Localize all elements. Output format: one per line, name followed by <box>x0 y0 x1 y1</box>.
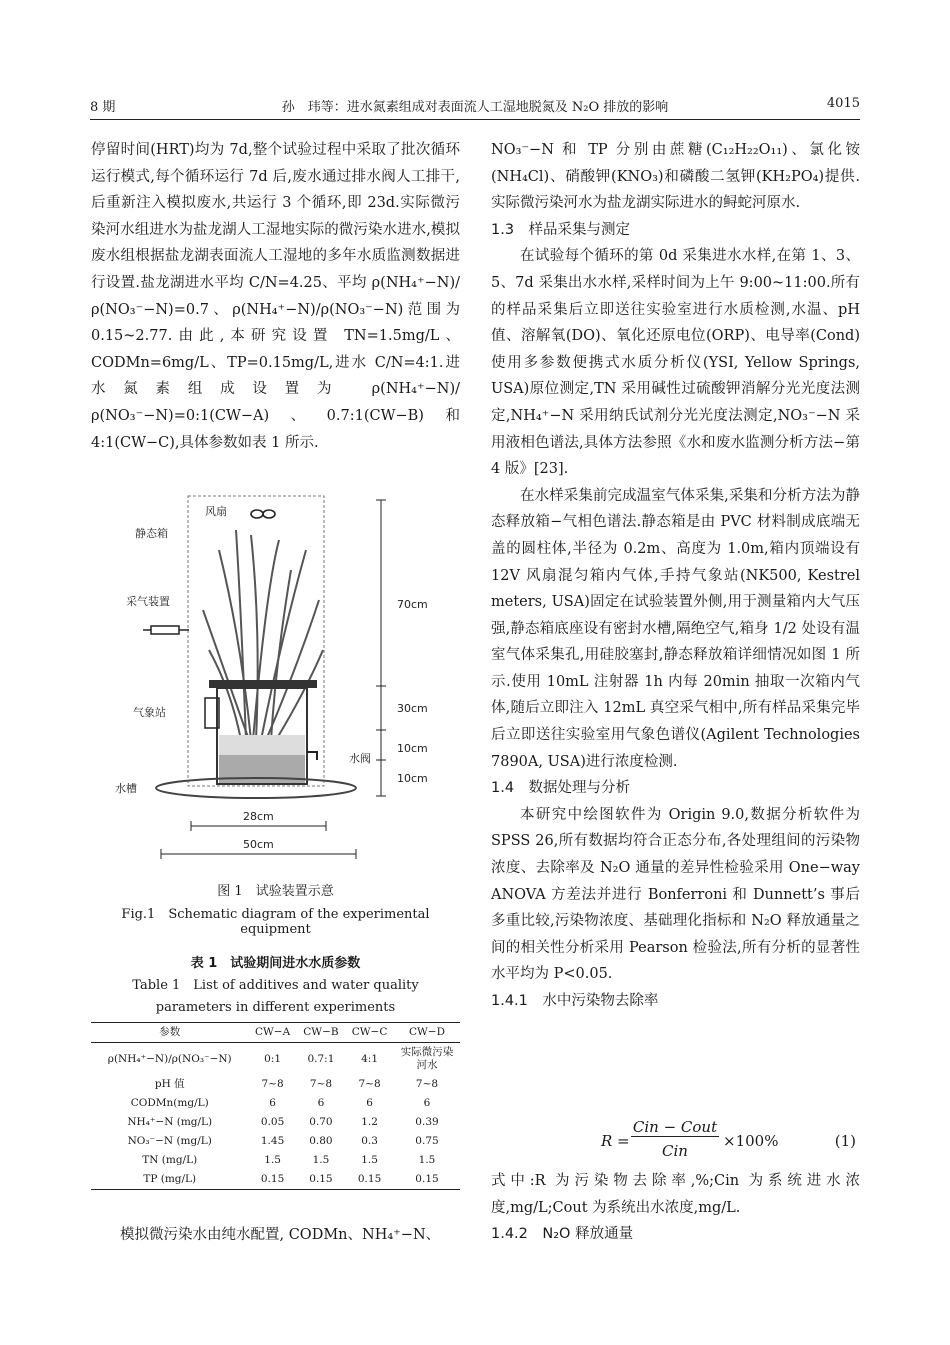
eq-denominator: Cin <box>662 1142 688 1160</box>
figure-caption-en: Fig.1 Schematic diagram of the experimental equipment <box>121 907 430 937</box>
issue-number: 8 期 <box>90 100 116 115</box>
dim-70: 70cm <box>397 598 428 611</box>
dim-10b: 10cm <box>397 772 428 785</box>
header-rule <box>90 119 860 120</box>
table-header: CW−D <box>394 1023 460 1043</box>
right-column-bottom <box>491 1168 860 1248</box>
dim-30: 30cm <box>397 702 428 715</box>
section-heading: 1.3 样品采集与测定 <box>491 221 631 238</box>
experimental-setup-figure <box>91 490 460 870</box>
label-valve: 水阀 <box>349 752 371 765</box>
water-quality-table <box>91 1022 460 1190</box>
eq-lhs: R = <box>601 1132 630 1150</box>
paragraph: 停留时间(HRT)均为 7d,整个试验过程中采取了批次循环运行模式,每个循环运行 7d 后,废水通过排水阀人工排干,后重新注入模拟废水,共运行 3 个循环,即 23d.实际微污染河水组进水为盐龙湖人工湿地实际的微污染水进水,模拟废水组根据盐龙湖表面流人工湿地的多年水质监测数据进行设置.盐龙湖进水平均 C/N=4.25、平均 ρ(NH₄⁺−N)/ρ(NO₃⁻−N)=0.7、ρ(NH₄⁺−N)/ρ(NO₃⁻−N)范围为 0.15~2.77.由此,本研究设置 TN=1.5mg/L、CODMn=6mg/L、TP=0.15mg/L,进水 C/N=4:1.进水氮素组成设置为 ρ(NH₄⁺−N)/ρ(NO₃⁻−N)=0:1(CW−A)、0.7:1(CW−B)和 4:1(CW−C),具体参数如表 1 所示. <box>91 142 460 451</box>
paragraph: 式中:R 为污染物去除率,%;Cin 为系统进水浓度,mg/L;Cout 为系统出水浓度,mg/L. <box>491 1173 860 1216</box>
table-row: TP (mg/L) 0.15 0.15 0.15 0.15 <box>91 1170 460 1190</box>
paragraph: 模拟微污染水由纯水配置, CODMn、NH₄⁺−N、 <box>120 1227 441 1243</box>
dim-50: 50cm <box>243 838 274 851</box>
paragraph: 在试验每个循环的第 0d 采集进水水样,在第 1、3、5、7d 采集出水水样,采样时间为上午 9:00~11:00.所有的样品采集后立即送往实验室进行水质检测,水温、pH 值、溶解氧(DO)、氧化还原电位(ORP)、电导率(Cond)使用多参数便携式水质分析仪(YSI, Yellow Springs, USA)原位测定,TN 采用碱性过硫酸钾消解分光光度法测定,NH₄⁺−N 采用纳氏试剂分光光度法测定,NO₃⁻−N 采用液相色谱法,具体方法参照《水和废水监测分析方法−第 4 版》[23]. <box>491 248 860 478</box>
table-header: CW−C <box>345 1023 394 1043</box>
section-heading: 1.4 数据处理与分析 <box>491 780 631 797</box>
label-box: 静态箱 <box>135 527 168 540</box>
page-number: 4015 <box>826 96 860 111</box>
running-title: 孙 玮等：进水氮素组成对表面流人工湿地脱氮及 N₂O 排放的影响 <box>281 100 669 115</box>
paragraph: 本研究中绘图软件为 Origin 9.0,数据分析软件为 SPSS 26,所有数据均符合正态分布,各处理组间的污染物浓度、去除率及 N₂O 通量的差异性检验采用 One−way ANOVA 方差法并进行 Bonferroni 和 Dunnett’s 事后多重比较,污染物浓度、基础理化指标和 N₂O 释放通量之间的相关性分析采用 Pearson 检验法,所有分析的显著性水平均为 P<0.05. <box>491 806 860 983</box>
table-header: CW−B <box>297 1023 345 1043</box>
syringe-icon <box>143 626 189 634</box>
figure-caption-cn: 图 1 试验装置示意 <box>217 884 334 899</box>
left-column-bottom <box>91 1222 460 1249</box>
left-column-top <box>91 137 460 456</box>
equation-1 <box>491 1118 860 1168</box>
eq-numerator: Cin − Cout <box>632 1118 718 1136</box>
paragraph: NO₃⁻−N 和 TP 分别由蔗糖(C₁₂H₂₂O₁₁)、氯化铵(NH₄Cl)、硝酸钾(KNO₃)和磷酸二氢钾(KH₂PO₄)提供.实际微污染河水为盐龙湖实际进水的鲟蛇河原水. <box>491 142 860 212</box>
water-layer <box>219 735 305 755</box>
table-header: 参数 <box>91 1023 248 1043</box>
dim-10a: 10cm <box>397 742 428 755</box>
label-station: 气象站 <box>133 706 166 719</box>
table-title-cn: 表 1 试验期间进水水质参数 <box>190 956 361 971</box>
right-column <box>491 137 860 1015</box>
eq-number: (1) <box>834 1132 856 1150</box>
table-row: CODMn(mg/L) 6 6 6 6 <box>130 1097 431 1109</box>
fan-icon <box>251 510 275 518</box>
table-row: NH₄⁺−N (mg/L) 0.05 0.70 1.2 0.39 <box>127 1116 439 1128</box>
table-title-en: Table 1 List of additives and water quality parameters in different experiments <box>132 978 419 1015</box>
eq-rhs: ×100% <box>723 1132 779 1150</box>
table-row: pH 值 7~8 7~8 7~8 7~8 <box>154 1078 439 1090</box>
label-tank: 水槽 <box>115 782 137 795</box>
table-row: ρ(NH₄⁺−N)/ρ(NO₃⁻−N) 0:1 0.7:1 4:1 实际微污染河水 <box>107 1046 454 1071</box>
paragraph: 在水样采集前完成温室气体采集,采集和分析方法为静态释放箱−气相色谱法.静态箱是由 PVC 材料制成底端无盖的圆柱体,半径为 0.2m、高度为 1.0m,箱内顶端设有 12V 风扇混匀箱内气体,手持气象站(NK500, Kestrel meters, USA)固定在试验装置外侧,用于测量箱内大气压强,静态箱底座设有密封水槽,隔绝空气,箱身 1/2 处设有温室气体采集孔,用硅胶塞封,静态释放箱详细情况如图 1 所示.使用 10mL 注射器 1h 内每 20min 抽取一次箱内气体,随后立即注入 12mL 真空采气相中,所有样品采集完毕后立即送往实验室用气象色谱仪(Agilent Technologies 7890A, USA)进行浓度检测. <box>491 487 860 770</box>
label-sampler: 采气装置 <box>126 595 170 608</box>
table-row: NO₃⁻−N (mg/L) 1.45 0.80 0.3 0.75 <box>127 1135 439 1147</box>
section-heading: 1.4.2 N₂O 释放通量 <box>491 1226 634 1243</box>
valve-icon <box>307 752 317 760</box>
dim-28: 28cm <box>243 810 274 823</box>
label-fan: 风扇 <box>205 505 227 518</box>
box-lid <box>209 680 317 688</box>
table-row: TN (mg/L) 1.5 1.5 1.5 1.5 <box>142 1154 436 1166</box>
section-heading: 1.4.1 水中污染物去除率 <box>491 993 659 1009</box>
reed-plants <box>203 530 323 740</box>
table-header: CW−A <box>248 1023 296 1043</box>
